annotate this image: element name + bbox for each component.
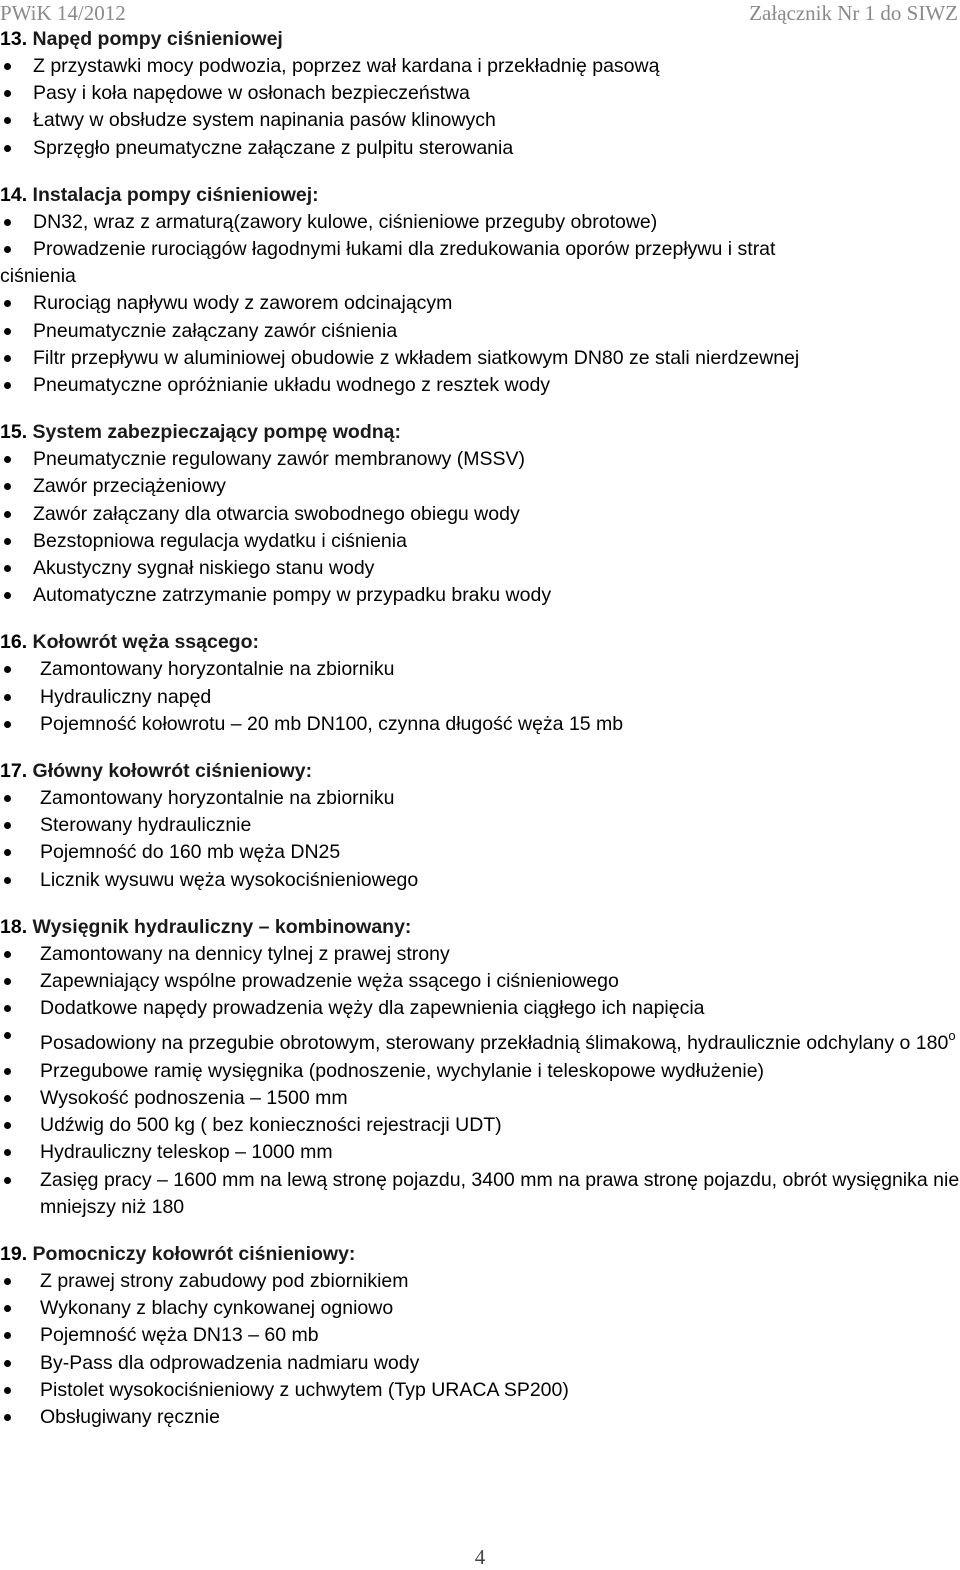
bullet-list <box>0 209 960 399</box>
list-item: Obsługiwany ręcznie <box>0 1404 960 1431</box>
document-body <box>0 26 960 1431</box>
section-title <box>0 1241 960 1268</box>
bullet-icon <box>4 145 11 152</box>
list-item: Zawór przeciążeniowy <box>0 473 960 500</box>
bullet-icon <box>4 694 11 701</box>
bullet-list <box>0 53 960 162</box>
list-item: Z prawej strony zabudowy pod zbiornikiem <box>0 1268 960 1295</box>
section-13 <box>0 26 960 162</box>
section-heading: Główny kołowrót ciśnieniowy: <box>32 760 313 783</box>
bullet-icon <box>4 666 11 673</box>
section-18 <box>0 914 960 1221</box>
section-title <box>0 419 960 446</box>
section-17 <box>0 758 960 894</box>
list-item: Pasy i koła napędowe w osłonach bezpieczeństwa <box>0 80 960 107</box>
list-item: Pneumatycznie regulowany zawór membranowy (MSSV) <box>0 446 960 473</box>
list-item: Zamontowany horyzontalnie na zbiorniku <box>0 656 960 683</box>
list-item: Zawór załączany dla otwarcia swobodnego obiegu wody <box>0 501 960 528</box>
list-item: Z przystawki mocy podwozia, poprzez wał kardana i przekładnię pasową <box>0 53 960 80</box>
section-heading: Wysięgnik hydrauliczny – kombinowany: <box>32 915 412 938</box>
list-item: Pojemność kołowrotu – 20 mb DN100, czynna długość węża 15 mb <box>0 711 960 738</box>
section-heading: Kołowrót węża ssącego: <box>32 631 259 654</box>
bullet-icon <box>4 328 11 335</box>
list-item: Prowadzenie rurociągów łagodnymi łukami dla zredukowania oporów przepływu i strat ciśnienia <box>0 236 960 290</box>
list-item: Bezstopniowa regulacja wydatku i ciśnienia <box>0 528 960 555</box>
list-item: Sterowany hydraulicznie <box>0 812 960 839</box>
section-number: 14. <box>0 183 28 206</box>
list-item: Sprzęgło pneumatyczne załączane z pulpitu sterowania <box>0 135 960 162</box>
list-item: Pneumatyczne opróżnianie układu wodnego z resztek wody <box>0 372 960 399</box>
list-item: Hydrauliczny napęd <box>0 684 960 711</box>
section-14 <box>0 182 960 399</box>
bullet-icon <box>4 1149 11 1156</box>
list-item: Rurociąg napływu wody z zaworem odcinającym <box>0 290 960 317</box>
section-heading: System zabezpieczający pompę wodną: <box>32 421 401 444</box>
bullet-list <box>0 941 960 1221</box>
bullet-icon <box>4 1122 11 1129</box>
bullet-icon <box>4 849 11 856</box>
section-title <box>0 629 960 656</box>
attachment-label: Załącznik Nr 1 do SIWZ <box>749 1 958 25</box>
bullet-icon <box>4 565 11 572</box>
section-number: 15. <box>0 421 28 444</box>
page-number: 4 <box>474 1545 486 1569</box>
bullet-icon <box>4 822 11 829</box>
section-heading: Napęd pompy ciśnieniowej <box>32 28 283 50</box>
list-item: By-Pass dla odprowadzenia nadmiaru wody <box>0 1350 960 1377</box>
list-item: Wysokość podnoszenia – 1500 mm <box>0 1085 960 1112</box>
section-19 <box>0 1241 960 1431</box>
bullet-icon <box>4 1068 11 1075</box>
list-item: Automatyczne zatrzymanie pompy w przypadku braku wody <box>0 582 960 609</box>
bullet-icon <box>4 1005 11 1012</box>
bullet-icon <box>4 978 11 985</box>
list-item: Pistolet wysokociśnieniowy z uchwytem (Typ URACA SP200) <box>0 1377 960 1404</box>
list-item: Pojemność do 160 mb węża DN25 <box>0 839 960 866</box>
list-item: Posadowiony na przegubie obrotowym, sterowany przekładnią ślimakową, hydraulicznie odchylany o 180$^o$ <box>0 1022 960 1057</box>
bullet-icon <box>4 877 11 884</box>
list-item: Zamontowany na dennicy tylnej z prawej strony <box>0 941 960 968</box>
bullet-list <box>0 446 960 609</box>
section-number: 17. <box>0 760 28 783</box>
section-title <box>0 758 960 785</box>
section-number: 19. <box>0 1242 28 1265</box>
bullet-icon <box>4 117 11 124</box>
bullet-icon <box>4 1032 11 1039</box>
bullet-icon <box>4 355 11 362</box>
section-heading: Instalacja pompy ciśnieniowej: <box>32 183 319 206</box>
bullet-icon <box>4 382 11 389</box>
list-item: Hydrauliczny teleskop – 1000 mm <box>0 1139 960 1166</box>
bullet-icon <box>4 483 11 490</box>
bullet-icon <box>4 538 11 545</box>
bullet-icon <box>4 511 11 518</box>
section-heading: Pomocniczy kołowrót ciśnieniowy: <box>32 1242 356 1265</box>
bullet-icon <box>4 1177 11 1184</box>
bullet-icon <box>4 795 11 802</box>
list-item: Zapewniający wspólne prowadzenie węża ssącego i ciśnieniowego <box>0 968 960 995</box>
document-reference: PWiK 14/2012 <box>0 1 126 25</box>
bullet-icon <box>4 1278 11 1285</box>
bullet-icon <box>4 951 11 958</box>
bullet-icon <box>4 90 11 97</box>
list-item-continuation: ciśnienia <box>0 265 76 288</box>
section-title <box>0 26 960 53</box>
list-item: Licznik wysuwu węża wysokociśnieniowego <box>0 867 960 894</box>
list-item: Wykonany z blachy cynkowanej ogniowo <box>0 1295 960 1322</box>
bullet-icon <box>4 1360 11 1367</box>
section-title <box>0 182 960 209</box>
list-item: Udźwig do 500 kg ( bez konieczności rejestracji UDT) <box>0 1112 960 1139</box>
bullet-icon <box>4 721 11 728</box>
bullet-icon <box>4 219 11 226</box>
list-item: Pneumatycznie załączany zawór ciśnienia <box>0 318 960 345</box>
list-item: Akustyczny sygnał niskiego stanu wody <box>0 555 960 582</box>
bullet-icon <box>4 1387 11 1394</box>
bullet-icon <box>4 63 11 70</box>
list-item: Łatwy w obsłudze system napinania pasów klinowych <box>0 107 960 134</box>
bullet-icon <box>4 456 11 463</box>
section-15 <box>0 419 960 609</box>
bullet-list <box>0 785 960 894</box>
bullet-icon <box>4 1332 11 1339</box>
section-number: 13. <box>0 28 28 50</box>
bullet-list <box>0 1268 960 1431</box>
list-item: Pojemność węża DN13 – 60 mb <box>0 1322 960 1349</box>
section-number: 16. <box>0 631 28 654</box>
list-item: Zasięg pracy – 1600 mm na lewą stronę pojazdu, 3400 mm na prawa stronę pojazdu, obrót wysięgnika nie mniejszy niż 180 <box>0 1167 960 1221</box>
degree-mark: o <box>948 1028 956 1044</box>
page-header <box>0 0 960 28</box>
bullet-icon <box>4 300 11 307</box>
bullet-icon <box>4 592 11 599</box>
section-number: 18. <box>0 915 28 938</box>
list-item: Przegubowe ramię wysięgnika (podnoszenie, wychylanie i teleskopowe wydłużenie) <box>0 1058 960 1085</box>
bullet-list <box>0 656 960 738</box>
section-16 <box>0 629 960 738</box>
bullet-icon <box>4 246 11 253</box>
list-item: Zamontowany horyzontalnie na zbiorniku <box>0 785 960 812</box>
list-item: DN32, wraz z armaturą(zawory kulowe, ciśnieniowe przeguby obrotowe) <box>0 209 960 236</box>
bullet-icon <box>4 1305 11 1312</box>
list-item: Filtr przepływu w aluminiowej obudowie z wkładem siatkowym DN80 ze stali nierdzewnej <box>0 345 960 372</box>
bullet-icon <box>4 1095 11 1102</box>
bullet-icon <box>4 1414 11 1421</box>
list-item: Dodatkowe napędy prowadzenia węży dla zapewnienia ciągłego ich napięcia <box>0 995 960 1022</box>
section-title <box>0 914 960 941</box>
